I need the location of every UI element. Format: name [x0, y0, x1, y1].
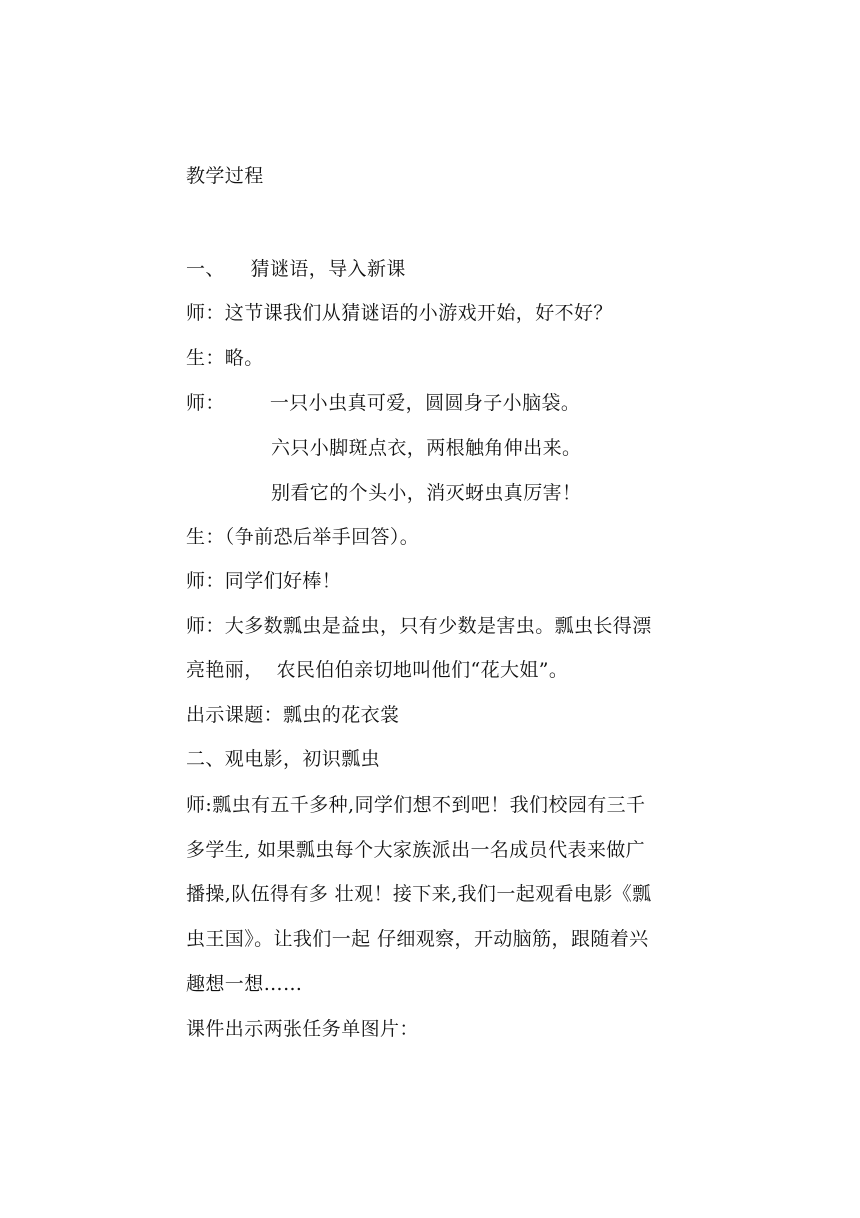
section-heading-riddle: 一、 猜谜语，导入新课 — [186, 258, 406, 280]
text-line: 师:瓢虫有五千多种,同学们想不到吧！我们校园有三千 — [186, 794, 646, 816]
text-line: 亮艳丽， 农民伯伯亲切地叫他们“花大姐”。 — [186, 659, 569, 681]
heading-teaching-process: 教学过程 — [186, 165, 264, 187]
text-line: 课件出示两张任务单图片： — [186, 1018, 419, 1040]
text-line: 出示课题：瓢虫的花衣裳 — [186, 704, 400, 726]
text-line: 播操,队伍得有多 壮观！接下来,我们一起观看电影《瓢 — [186, 883, 652, 905]
riddle-line-3: 别看它的个头小，消灭蚜虫真厉害！ — [271, 482, 582, 504]
text-line: 虫王国》。让我们一起 仔细观察，开动脑筋，跟随着兴 — [186, 928, 649, 950]
riddle-line-1: 师： 一只小虫真可爱，圆圆身子小脑袋。 — [186, 392, 581, 414]
text-line: 多学生, 如果瓢虫每个大家族派出一名成员代表来做广 — [186, 839, 646, 861]
text-line: 生：（争前恐后举手回答）。 — [186, 526, 420, 548]
text-line: 师：同学们好棒！ — [186, 570, 342, 592]
text-line: 师：大多数瓢虫是益虫，只有少数是害虫。瓢虫长得漂 — [186, 615, 652, 637]
text-line: 师：这节课我们从猜谜语的小游戏开始，好不好？ — [186, 302, 613, 324]
text-line: 趣想一想…… — [186, 973, 303, 995]
text-line: 生：略。 — [186, 347, 264, 369]
riddle-line-2: 六只小脚斑点衣，两根触角伸出来。 — [271, 437, 582, 459]
section-heading-movie: 二、观电影，初识瓢虫 — [186, 748, 381, 770]
